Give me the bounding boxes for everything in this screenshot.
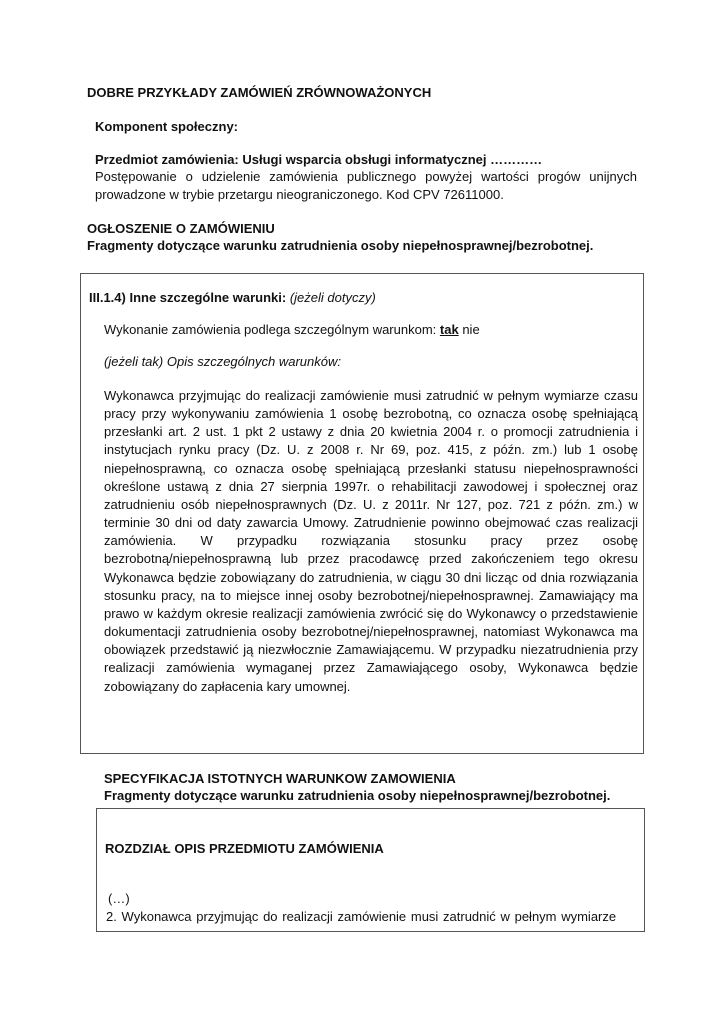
- conditions-box: [80, 273, 644, 754]
- spec-box-heading: ROZDZIAŁ OPIS PRZEDMIOTU ZAMÓWIENIA: [105, 841, 384, 856]
- conditions-body: Wykonawca przyjmując do realizacji zamówienie musi zatrudnić w pełnym wymiarze czasu pracy przy wykonywaniu zamówienia 1 osobę bezrobotną, co oznacza osobę spełniającą przesłanki art. 2 ust. 1 pkt 2 ustawy z dnia 20 kwietnia 2004 r. o promocji zatrudnienia i instytucjach rynku pracy (Dz. U. z 2008 r. Nr 69, poz. 415, z późn. zm.) lub 1 osobę niepełnosprawną, co oznacza osobę spełniającą przesłanki statusu niepełnosprawności określone ustawą z dnia 27 sierpnia 1997r. o rehabilitacji zawodowej i społecznej oraz zatrudnieniu osób niepełnosprawnych (Dz. U. z 2011r. Nr 127, poz. 721 z późn. zm.) w terminie 30 dni od daty zawarcia Umowy. Zatrudnienie powinno obejmować czas realizacji zamówienia. W przypadku rozwiązania stosunku pracy przez osobę bezrobotną/niepełnosprawną lub przez pracodawcę przed zakończeniem tego okresu Wykonawca będzie zobowiązany do zatrudnienia, w ciągu 30 dni licząc od dnia rozwiązania stosunku pracy, na to miejsce innej osoby bezrobotnej/niepełnosprawnej. Zamawiający ma prawo w każdym okresie realizacji zamówienia zwrócić się do Wykonawcy o przedstawienie dokumentacji zatrudnienia osoby bezrobotnej/niepełnosprawnej, natomiast Wykonawca ma obowiązek przedstawić ją niezwłocznie Zamawiającemu. W przypadku niezatrudnienia przy realizacji zamówienia wymaganej przez Zamawiającego osoby, Wykonawca będzie zobowiązany do zapłacenia kary umownej.: [104, 388, 638, 694]
- subject-heading: Przedmiot zamówienia: Usługi wsparcia obsługi informatycznej …………: [95, 152, 543, 167]
- spec-box-item-2: 2. Wykonawca przyjmując do realizacji zamówienie musi zatrudnić w pełnym wymiarze: [106, 909, 617, 924]
- subject-text: Postępowanie o udzielenie zamówienia publicznego powyżej wartości progów unijnych prowadzone w trybie przetargu nieograniczonego. Kod CPV 72611000.: [95, 169, 637, 202]
- conditions-heading-italic: (jeżeli dotyczy): [289, 290, 376, 305]
- conditions-prefix: Wykonanie zamówienia podlega szczególnym warunkom:: [104, 322, 437, 337]
- document-title: DOBRE PRZYKŁADY ZAMÓWIEŃ ZRÓWNOWAŻONYCH: [87, 85, 432, 100]
- spec-box-ellipsis: (…): [108, 891, 130, 906]
- conditions-line: [104, 321, 480, 339]
- spec-subtitle: Fragmenty dotyczące warunku zatrudnienia osoby niepełnosprawnej/bezrobotnej.: [104, 788, 611, 803]
- condition-yes: tak: [439, 322, 459, 337]
- condition-no: nie: [462, 322, 480, 337]
- spec-box-bottom-rule: [96, 931, 645, 932]
- conditions-heading-bold: III.1.4) Inne szczególne warunki:: [89, 290, 287, 305]
- spec-box: [96, 808, 645, 932]
- spec-title: SPECYFIKACJA ISTOTNYCH WARUNKOW ZAMOWIENIA: [104, 771, 456, 786]
- notice-title: OGŁOSZENIE O ZAMÓWIENIU: [87, 221, 275, 236]
- conditions-description-label: (jeżeli tak) Opis szczególnych warunków:: [104, 354, 341, 369]
- component-label: Komponent społeczny:: [95, 119, 239, 134]
- conditions-heading: [89, 289, 376, 307]
- notice-subtitle: Fragmenty dotyczące warunku zatrudnienia osoby niepełnosprawnej/bezrobotnej.: [87, 238, 594, 253]
